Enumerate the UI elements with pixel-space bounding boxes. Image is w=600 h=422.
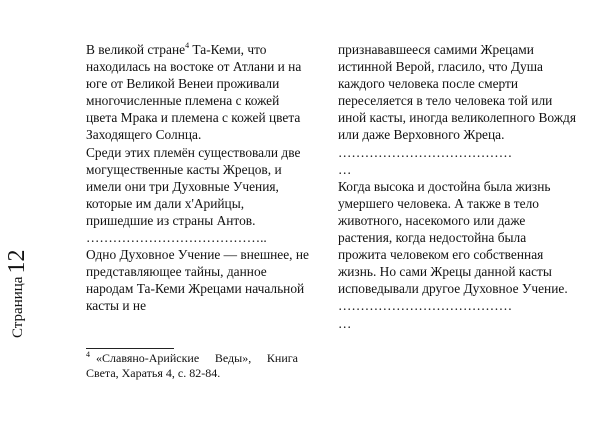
left-paragraph-2: Среди этих племён существовали две могущественные касты Жрецов, и имели они три Духовные Учения, которые им дали х'Арийцы, пришедшие из страны Антов. bbox=[86, 144, 301, 228]
footnote-number: 4 bbox=[86, 350, 90, 359]
page-label-word: Страница bbox=[10, 276, 26, 338]
page-label-number: 12 bbox=[4, 249, 30, 274]
right-column bbox=[338, 41, 578, 332]
right-ellipsis-separator-2a: ………………………………… bbox=[338, 298, 513, 314]
left-paragraph-1-rest: Та-Кеми, что находилась на востоке от Атлани и на юге от Великой Венеи проживали многочисленные племена с кожей цвета Мрака и племена с кожей цвета Заходящего Солнца. bbox=[86, 42, 302, 143]
left-paragraph-3: Одно Духовное Учение — внешнее, не представляющее тайны, данное народам Та-Кеми Жрецами начальной касты и не bbox=[86, 247, 309, 314]
right-ellipsis-separator-1b: … bbox=[338, 161, 352, 177]
right-ellipsis-separator-2b: … bbox=[338, 315, 352, 331]
page-number-label bbox=[4, 249, 30, 338]
right-paragraph-1: признававшееся самими Жрецами истинной Верой, гласило, что Душа каждого человека после смерти переселяется в тело человека той или иной касты, иногда великолепного Вождя или даже Верховного Жреца. bbox=[338, 42, 576, 143]
footnote-line-1 bbox=[86, 351, 298, 366]
footnote-reference-mark: 4 bbox=[185, 41, 190, 50]
footnote-line-2: Света, Харатья 4, с. 82-84. bbox=[86, 366, 221, 380]
footnote-text-1: «Славяно-Арийские Веды», Книга bbox=[96, 351, 298, 365]
left-column bbox=[86, 41, 311, 315]
left-paragraph-1-start: В великой стране bbox=[86, 42, 186, 57]
footnote bbox=[86, 351, 298, 381]
left-paragraph-1 bbox=[86, 41, 311, 144]
left-ellipsis-separator: ………………………………….. bbox=[86, 230, 267, 246]
right-ellipsis-separator-1a: ………………………………… bbox=[338, 144, 513, 160]
right-paragraph-2: Когда высока и достойна была жизнь умершего человека. А также в тело животного, насекомого или даже растения, когда недостойна была прожита человеком его собственная жизнь. Но сами Жрецы данной касты исповедывали другое Духовное Учение. bbox=[338, 178, 568, 297]
footnote-divider bbox=[86, 348, 174, 349]
